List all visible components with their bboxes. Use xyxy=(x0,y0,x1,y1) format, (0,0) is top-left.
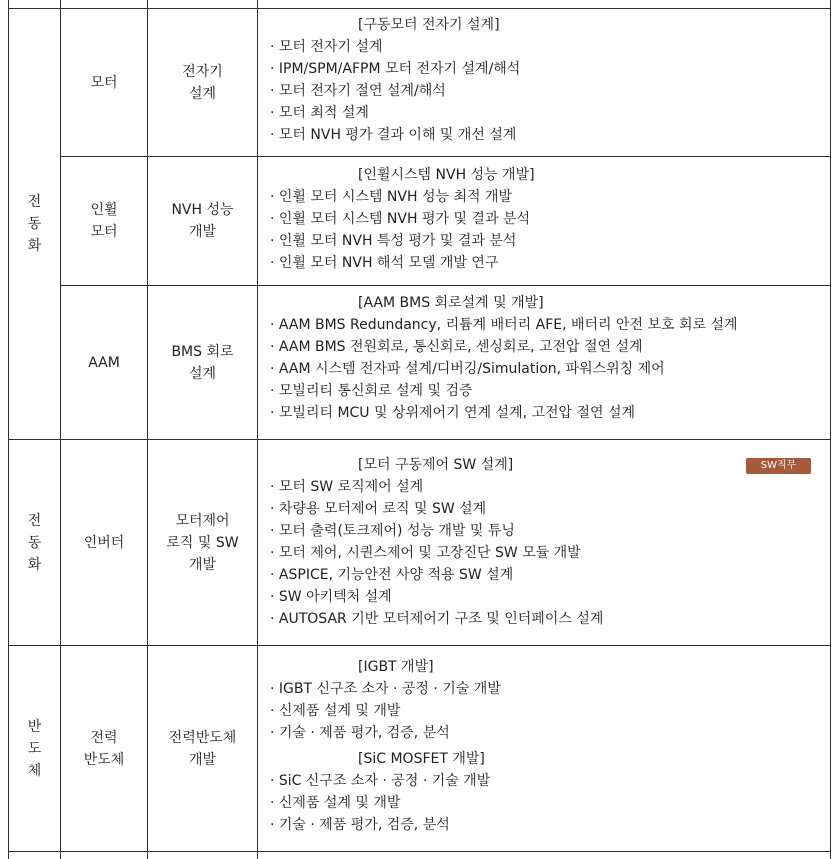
duty-item: · AAM BMS 전원회로, 통신회로, 센싱회로, 고전압 절연 설계 xyxy=(270,336,738,358)
row-divider xyxy=(8,851,831,852)
duty-item: · 인휠 모터 시스템 NVH 성능 최적 개발 xyxy=(270,186,535,208)
duty-item: · 모터 NVH 평가 결과 이해 및 개선 설계 xyxy=(270,124,520,146)
duty-heading: [IGBT 개발] xyxy=(358,659,434,675)
sw-job-badge: SW직무 xyxy=(746,458,811,474)
duty-item: · 모빌리티 MCU 및 상위제어기 연계 설계, 고전압 절연 설계 xyxy=(270,402,738,424)
duty-item: · 기술 · 제품 평가, 검증, 분석 xyxy=(270,722,501,744)
column-divider xyxy=(830,0,831,859)
duty-item: · ASPICE, 기능안전 사양 적용 SW 설계 xyxy=(270,564,603,586)
duty-heading: [인휠시스템 NVH 성능 개발] xyxy=(358,167,535,183)
area-cell: 전력 반도체 xyxy=(83,729,125,768)
duty-item: · 신제품 설계 및 개발 xyxy=(270,792,501,814)
duty-item: · 모빌리티 통신회로 설계 및 검증 xyxy=(270,380,738,402)
task-cell: 전력반도체 개발 xyxy=(168,729,237,768)
duty-list xyxy=(270,656,501,836)
duty-item: · SiC 신구조 소자 · 공정 · 기술 개발 xyxy=(270,770,501,792)
area-cell: AAM xyxy=(88,354,120,371)
duty-item: · 모터 전자기 설계 xyxy=(270,36,520,58)
duty-item: · AAM 시스템 전자파 설계/디버깅/Simulation, 파워스위칭 제어 xyxy=(270,358,738,380)
duty-item: · 인휠 모터 시스템 NVH 평가 및 결과 분석 xyxy=(270,208,535,230)
duty-item: · 신제품 설계 및 개발 xyxy=(270,700,501,722)
duty-heading: [구동모터 전자기 설계] xyxy=(358,17,500,33)
duty-item: · IGBT 신구조 소자 · 공정 · 기술 개발 xyxy=(270,678,501,700)
duty-item: · 인휠 모터 NVH 해석 모델 개발 연구 xyxy=(270,252,535,274)
duty-heading: [AAM BMS 회로설계 및 개발] xyxy=(358,295,544,311)
duty-item: · 인휠 모터 NVH 특성 평가 및 결과 분석 xyxy=(270,230,535,252)
duty-heading: [모터 구동제어 SW 설계] xyxy=(358,457,514,473)
duty-list xyxy=(270,14,520,146)
task-cell: BMS 회로 설계 xyxy=(171,343,234,382)
duty-item: · 차량용 모터제어 로직 및 SW 설계 xyxy=(270,498,603,520)
duty-item: · SW 아키텍처 설계 xyxy=(270,586,603,608)
duty-item: · 모터 출력(토크제어) 성능 개발 및 튜닝 xyxy=(270,520,603,542)
duty-item: · 모터 전자기 절연 설계/해석 xyxy=(270,80,520,102)
division-label: 전 동 화 xyxy=(27,512,42,573)
duty-list xyxy=(270,164,535,274)
task-cell: NVH 성능 개발 xyxy=(171,202,234,240)
duty-item: · 모터 제어, 시퀀스제어 및 고장진단 SW 모듈 개발 xyxy=(270,542,603,564)
area-cell: 모터 xyxy=(90,74,118,91)
duty-heading: [SiC MOSFET 개발] xyxy=(358,751,485,767)
duty-list xyxy=(270,454,603,630)
duty-item: · 모터 SW 로직제어 설계 xyxy=(270,476,603,498)
duty-item: · AAM BMS Redundancy, 리튬계 배터리 AFE, 배터리 안전 보호 회로 설계 xyxy=(270,314,738,336)
division-label: 반 도 체 xyxy=(27,718,42,779)
task-cell: 전자기 설계 xyxy=(182,63,223,102)
duty-item: · 기술 · 제품 평가, 검증, 분석 xyxy=(270,814,501,836)
duty-item: · AUTOSAR 기반 모터제어기 구조 및 인터페이스 설계 xyxy=(270,608,603,630)
division-label: 전 동 화 xyxy=(27,194,42,254)
area-cell: 인휠 모터 xyxy=(90,202,118,240)
duty-list xyxy=(270,292,738,424)
column-divider xyxy=(257,0,258,859)
area-cell: 인버터 xyxy=(83,534,125,551)
duty-item: · 모터 최적 설계 xyxy=(270,102,520,124)
task-cell: 모터제어 로직 및 SW 개발 xyxy=(166,512,239,573)
duty-item: · IPM/SPM/AFPM 모터 전자기 설계/해석 xyxy=(270,58,520,80)
